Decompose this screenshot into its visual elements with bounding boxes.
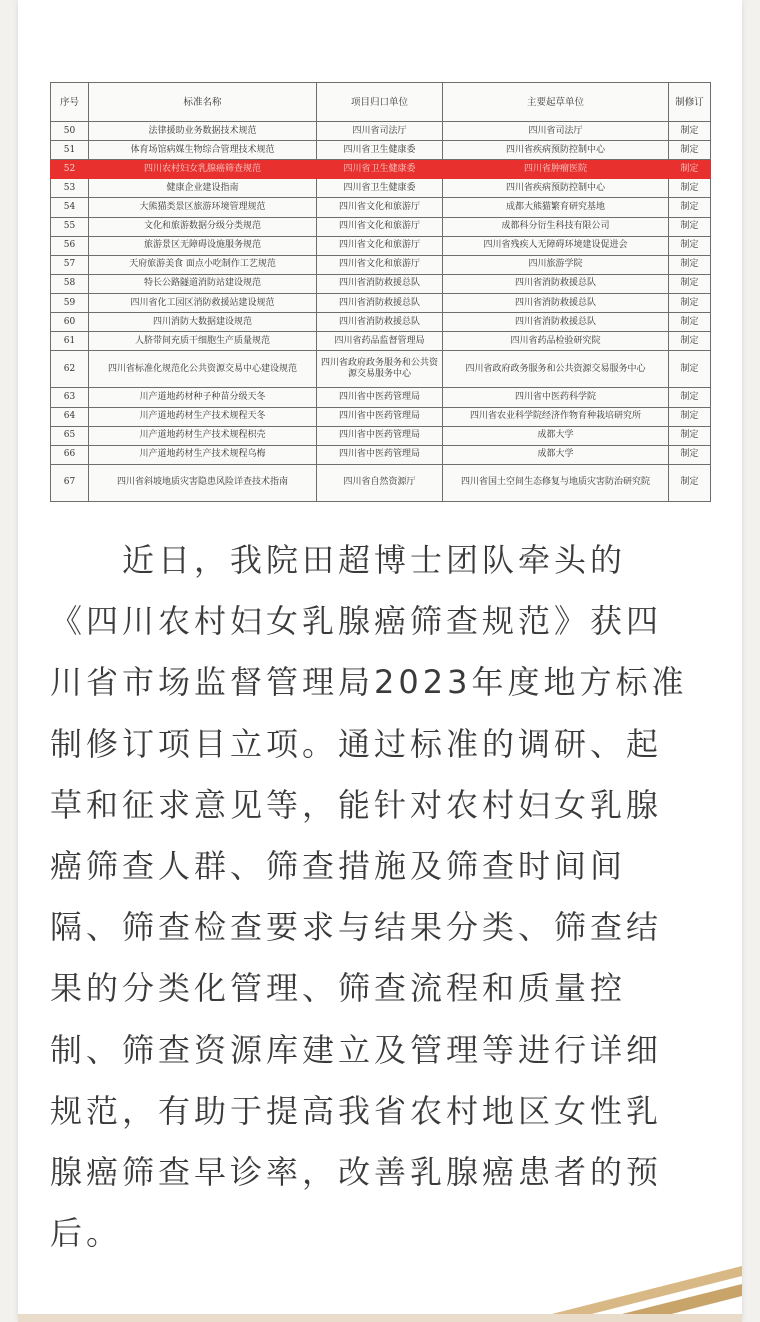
table-cell-drafter: 四川省消防救援总队	[443, 274, 669, 293]
table-cell-drafter: 四川省疾病预防控制中心	[443, 141, 669, 160]
bottom-band	[18, 1314, 742, 1322]
table-cell-type: 制定	[669, 464, 711, 501]
table-cell-drafter: 四川省药品检验研究院	[443, 332, 669, 351]
table-cell-dept: 四川省消防救援总队	[317, 313, 443, 332]
paragraph-line: 后。	[50, 1214, 123, 1253]
table-cell-type: 制定	[669, 255, 711, 274]
table-cell-type: 制定	[669, 388, 711, 407]
table-cell-no: 58	[51, 274, 89, 293]
table-cell-name: 特长公路隧道消防站建设规范	[89, 274, 317, 293]
table-cell-dept: 四川省文化和旅游厅	[317, 217, 443, 236]
table-cell-no: 56	[51, 236, 89, 255]
table-cell-drafter: 成都科分衍生科技有限公司	[443, 217, 669, 236]
table-cell-name: 大熊猫类景区旅游环境管理规范	[89, 198, 317, 217]
table-cell-no: 63	[51, 388, 89, 407]
table-cell-type: 制定	[669, 445, 711, 464]
table-row	[51, 464, 711, 501]
table-cell-type: 制定	[669, 179, 711, 198]
table-cell-name: 四川农村妇女乳腺癌筛查规范	[89, 160, 317, 179]
table-row	[51, 293, 711, 312]
table-cell-type: 制定	[669, 217, 711, 236]
table-cell-name: 健康企业建设指南	[89, 179, 317, 198]
table-cell-type: 制定	[669, 198, 711, 217]
table-cell-dept: 四川省中医药管理局	[317, 426, 443, 445]
table-cell-no: 64	[51, 407, 89, 426]
paragraph-line: 《四川农村妇女乳腺癌筛查规范》获四	[50, 602, 663, 641]
table-cell-no: 62	[51, 351, 89, 388]
table-row-highlighted	[51, 160, 711, 179]
table-cell-no: 61	[51, 332, 89, 351]
header-dept: 项目归口单位	[317, 83, 443, 122]
header-no: 序号	[51, 83, 89, 122]
table-cell-dept: 四川省卫生健康委	[317, 179, 443, 198]
table-cell-drafter: 成都大熊猫繁育研究基地	[443, 198, 669, 217]
table-cell-dept: 四川省自然资源厅	[317, 464, 443, 501]
table-cell-type: 制定	[669, 122, 711, 141]
table-row	[51, 332, 711, 351]
header-name: 标准名称	[89, 83, 317, 122]
table-cell-drafter: 四川省中医药科学院	[443, 388, 669, 407]
table-cell-no: 52	[51, 160, 89, 179]
article-paragraph	[50, 530, 712, 1264]
paragraph-line: 果的分类化管理、筛查流程和质量控	[50, 969, 627, 1008]
table-row	[51, 179, 711, 198]
paragraph-line: 制、筛查资源库建立及管理等进行详细	[50, 1030, 663, 1069]
table-cell-name: 天府旅游美食 面点小吃制作工艺规范	[89, 255, 317, 274]
table-cell-name: 川产道地药材生产技术规程枳壳	[89, 426, 317, 445]
table-cell-name: 川产道地药材生产技术规程天冬	[89, 407, 317, 426]
standards-table-image	[50, 82, 710, 502]
table-cell-dept: 四川省中医药管理局	[317, 445, 443, 464]
paragraph-line: 癌筛查人群、筛查措施及筛查时间间	[50, 846, 627, 885]
table-cell-dept: 四川省消防救援总队	[317, 274, 443, 293]
table-cell-name: 旅游景区无障碍设施服务规范	[89, 236, 317, 255]
table-cell-drafter: 四川省消防救援总队	[443, 293, 669, 312]
table-row	[51, 217, 711, 236]
table-cell-type: 制定	[669, 407, 711, 426]
table-cell-drafter: 四川省肿瘤医院	[443, 160, 669, 179]
table-row	[51, 122, 711, 141]
table-cell-type: 制定	[669, 293, 711, 312]
standards-table	[50, 82, 711, 502]
table-cell-name: 人脐带间充质干细胞生产质量规范	[89, 332, 317, 351]
table-cell-no: 55	[51, 217, 89, 236]
table-row	[51, 274, 711, 293]
table-row	[51, 198, 711, 217]
table-cell-no: 54	[51, 198, 89, 217]
table-cell-drafter: 四川省农业科学院经济作物育种栽培研究所	[443, 407, 669, 426]
table-cell-name: 川产道地药材种子种苗分级天冬	[89, 388, 317, 407]
table-cell-no: 60	[51, 313, 89, 332]
table-cell-type: 制定	[669, 426, 711, 445]
table-row	[51, 141, 711, 160]
table-cell-dept: 四川省文化和旅游厅	[317, 236, 443, 255]
table-cell-dept: 四川省药品监督管理局	[317, 332, 443, 351]
table-cell-no: 51	[51, 141, 89, 160]
table-cell-no: 53	[51, 179, 89, 198]
table-row	[51, 426, 711, 445]
header-type: 制修订	[669, 83, 711, 122]
table-cell-name: 四川消防大数据建设规范	[89, 313, 317, 332]
header-drafter: 主要起草单位	[443, 83, 669, 122]
table-cell-name: 四川省斜坡地质灾害隐患风险详查技术指南	[89, 464, 317, 501]
paragraph-line: 规范，有助于提高我省农村地区女性乳	[50, 1091, 663, 1130]
table-cell-name: 四川省标准化规范化公共资源交易中心建设规范	[89, 351, 317, 388]
table-cell-no: 67	[51, 464, 89, 501]
table-cell-name: 四川省化工园区消防救援站建设规范	[89, 293, 317, 312]
table-cell-dept: 四川省卫生健康委	[317, 141, 443, 160]
table-cell-dept: 四川省文化和旅游厅	[317, 255, 443, 274]
table-cell-dept: 四川省文化和旅游厅	[317, 198, 443, 217]
table-cell-name: 川产道地药材生产技术规程乌梅	[89, 445, 317, 464]
table-cell-type: 制定	[669, 313, 711, 332]
table-cell-drafter: 四川省司法厅	[443, 122, 669, 141]
table-cell-no: 65	[51, 426, 89, 445]
table-cell-type: 制定	[669, 236, 711, 255]
table-row	[51, 313, 711, 332]
table-row	[51, 351, 711, 388]
table-cell-dept: 四川省政府政务服务和公共资源交易服务中心	[317, 351, 443, 388]
table-cell-dept: 四川省司法厅	[317, 122, 443, 141]
table-header-row	[51, 83, 711, 122]
table-row	[51, 388, 711, 407]
decorative-gold-stripes	[0, 1252, 760, 1322]
paragraph-line: 隔、筛查检查要求与结果分类、筛查结	[50, 908, 663, 947]
table-cell-no: 50	[51, 122, 89, 141]
table-row	[51, 255, 711, 274]
table-body	[51, 122, 711, 502]
paragraph-line: 腺癌筛查早诊率，改善乳腺癌患者的预	[50, 1152, 663, 1191]
table-cell-drafter: 四川旅游学院	[443, 255, 669, 274]
table-row	[51, 407, 711, 426]
table-cell-type: 制定	[669, 160, 711, 179]
table-row	[51, 236, 711, 255]
table-cell-drafter: 四川省疾病预防控制中心	[443, 179, 669, 198]
table-cell-dept: 四川省中医药管理局	[317, 407, 443, 426]
table-cell-type: 制定	[669, 351, 711, 388]
table-cell-dept: 四川省卫生健康委	[317, 160, 443, 179]
table-cell-drafter: 四川省政府政务服务和公共资源交易服务中心	[443, 351, 669, 388]
table-cell-drafter: 四川省残疾人无障碍环境建设促进会	[443, 236, 669, 255]
paragraph-line: 制修订项目立项。通过标准的调研、起	[50, 724, 663, 763]
table-cell-drafter: 成都大学	[443, 426, 669, 445]
table-row	[51, 445, 711, 464]
table-cell-type: 制定	[669, 141, 711, 160]
table-cell-name: 文化和旅游数据分级分类规范	[89, 217, 317, 236]
table-cell-no: 57	[51, 255, 89, 274]
table-cell-drafter: 成都大学	[443, 445, 669, 464]
table-cell-dept: 四川省消防救援总队	[317, 293, 443, 312]
table-cell-type: 制定	[669, 332, 711, 351]
table-cell-type: 制定	[669, 274, 711, 293]
table-cell-name: 法律援助业务数据技术规范	[89, 122, 317, 141]
table-cell-no: 59	[51, 293, 89, 312]
table-cell-drafter: 四川省消防救援总队	[443, 313, 669, 332]
table-cell-no: 66	[51, 445, 89, 464]
table-cell-drafter: 四川省国土空间生态修复与地质灾害防治研究院	[443, 464, 669, 501]
table-cell-dept: 四川省中医药管理局	[317, 388, 443, 407]
table-cell-name: 体育场馆病媒生物综合管理技术规范	[89, 141, 317, 160]
paragraph-line: 川省市场监督管理局2023年度地方标准	[50, 663, 688, 702]
paragraph-line: 近日，我院田超博士团队牵头的	[50, 541, 627, 579]
paragraph-line: 草和征求意见等，能针对农村妇女乳腺	[50, 785, 663, 824]
